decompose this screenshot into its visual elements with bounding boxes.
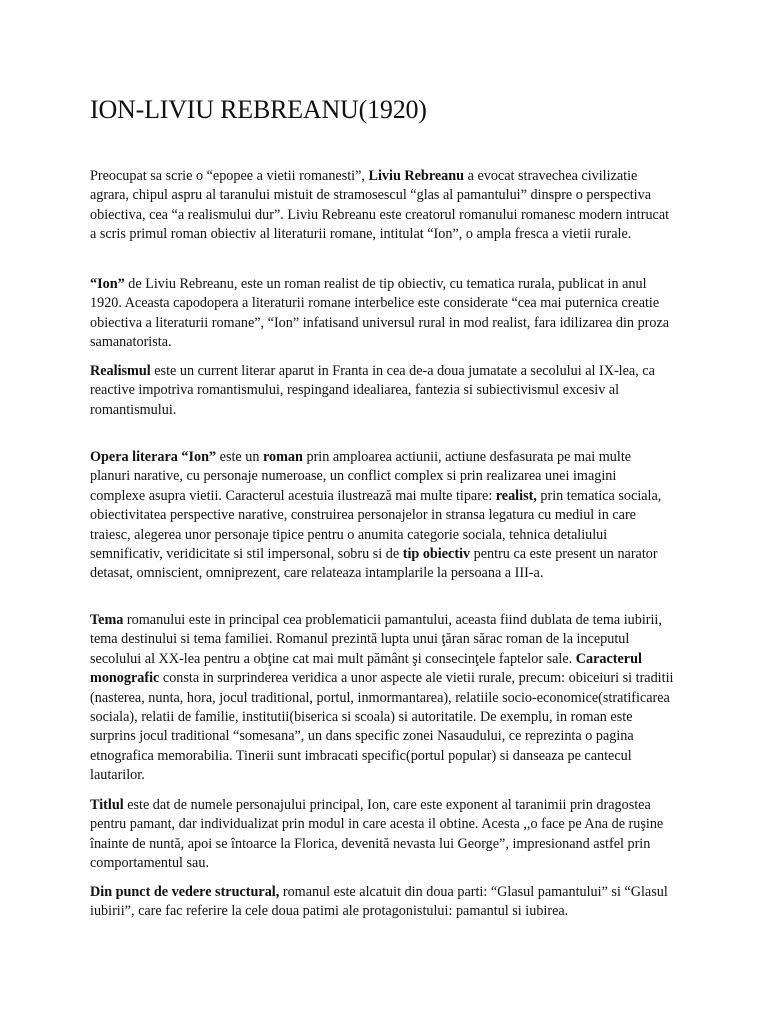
term-bold: roman (262, 449, 303, 465)
paragraph-text: de Liviu Rebreanu, este un roman realist de tip obiectiv, cu tematica rurala, publicat in anul 1920. Aceasta capodopera a literaturii romane interbelice este considerate “cea mai puternica creatie obiectiva a literaturii romane”, “Ion” infatisand universul rural in mod realist, fara idilizarea din proza samanatorista. (90, 276, 670, 351)
paragraph-text: romanul este alcatuit din doua parti: “Glasul pamantului” si “Glasul iubirii”, care fac referire la cele doua patimi ale protagonistului: pamantul si iubirea. (90, 884, 668, 920)
paragraph-text: prin tematica sociala, obiectivitatea perspective narative, construirea personajelor in stransa legatura cu mediul in care traiesc, alegerea unor personaje tipice pentru o anumita categorie sociala, tehnica detaliului semnificativ, veridicitate si stil impersonal, sobru si de (90, 487, 662, 563)
paragraph-text: a evocat stravechea civilizatie agrara, chipul aspru al taranului mistuit de stramosescul “glas al pamantului” dinspre o perspectiva obiectiva, cea “a realismului dur”. Liviu Rebreanu este creatorul romanului romanesc modern intrucat a scris primul roman obiectiv al literaturii romane, intitulat “Ion”, o ampla fresca a vietii rurale. (90, 168, 670, 243)
term-bold: Opera literara “Ion” (90, 449, 217, 465)
paragraph-intro (90, 167, 674, 245)
paragraph-text: este un current literar aparut in Franta in cea de-a doua jumatate a secolului al IX-lea, ca reactive impotriva romantismului, respingand idealiarea, fantezia si subiectivismul excesiv al romantismului. (90, 363, 655, 418)
term-bold: Caracterul monografic (90, 650, 642, 687)
paragraph-text: este dat de numele personajului principal, Ion, care este exponent al taranimii prin dragostea pentru pamant, dar individualizat prin modul in care acesta il obtine. Acesta ,,o face pe Ana de ruşine înainte de nuntă, apoi se întoarce la Florica, devenită nevasta lui George”, impresionand astfel prin comportamentul sau. (90, 797, 664, 872)
term-bold: Realismul (90, 363, 151, 379)
paragraph-structura (90, 883, 674, 922)
novel-title-bold: “Ion” (90, 276, 125, 292)
paragraph-text: romanului este in principal cea problematicii pamantului, aceasta fiind dublata de tema iubirii, tema destinului si tema familiei. Romanul prezintă lupta unui ţăran sărac roman de la inceputul secolului al XX-lea pentru a obţine cat mai mult pământ şi consecinţele faptelor sale. (90, 612, 662, 667)
paragraph-opera-literara (90, 448, 674, 584)
term-bold: Titlul (90, 797, 124, 813)
paragraph-tema (90, 611, 674, 786)
term-bold: Din punct de vedere structural, (90, 884, 280, 900)
term-bold: Tema (90, 612, 124, 628)
paragraph-text: Preocupat sa scrie o “epopee a vietii romanesti”, (90, 168, 369, 184)
paragraph-text: pentru ca este present un narator detasat, omniscient, omniprezent, care relateaza intamplarile la persoana a III-a. (90, 546, 658, 582)
document-page (90, 92, 674, 920)
paragraph-ion (90, 275, 674, 353)
paragraph-text: consta in surprinderea veridica a unor aspecte ale vietii rurale, precum: obiceiuri si traditii (nasterea, nunta, hora, jocul traditional, portul, inmormantarea), relatiile socio-economice(stratificarea sociala), relatii de familie, institutii(biserica si scoala) si autoritatile. De exemplu, in roman este surprins jocul traditional “somesana”, un dans specific zonei Nasaudului, ce reprezinta o pagina etnografica memorabilia. Tinerii sunt imbracati specific(portul popular) si danseaza pe cantecul lautarilor. (90, 670, 674, 784)
term-bold: tip obiectiv (402, 546, 471, 563)
paragraph-titlul (90, 796, 674, 874)
term-bold: realist, (495, 487, 537, 504)
paragraph-realismul (90, 362, 674, 420)
paragraph-text: prin amploarea actiunii, actiune desfasurata pe mai multe planuri narative, cu personaje numeroase, un conflict complex si prin realizarea unei imagini complexe asupra vietii. Caracterul acestuia ilustrează mai multe tipare: (90, 449, 632, 504)
author-name-bold: Liviu Rebreanu (368, 168, 465, 184)
page-title: ION-LIVIU REBREANU(1920) (90, 95, 427, 124)
paragraph-text: este un (216, 449, 263, 465)
